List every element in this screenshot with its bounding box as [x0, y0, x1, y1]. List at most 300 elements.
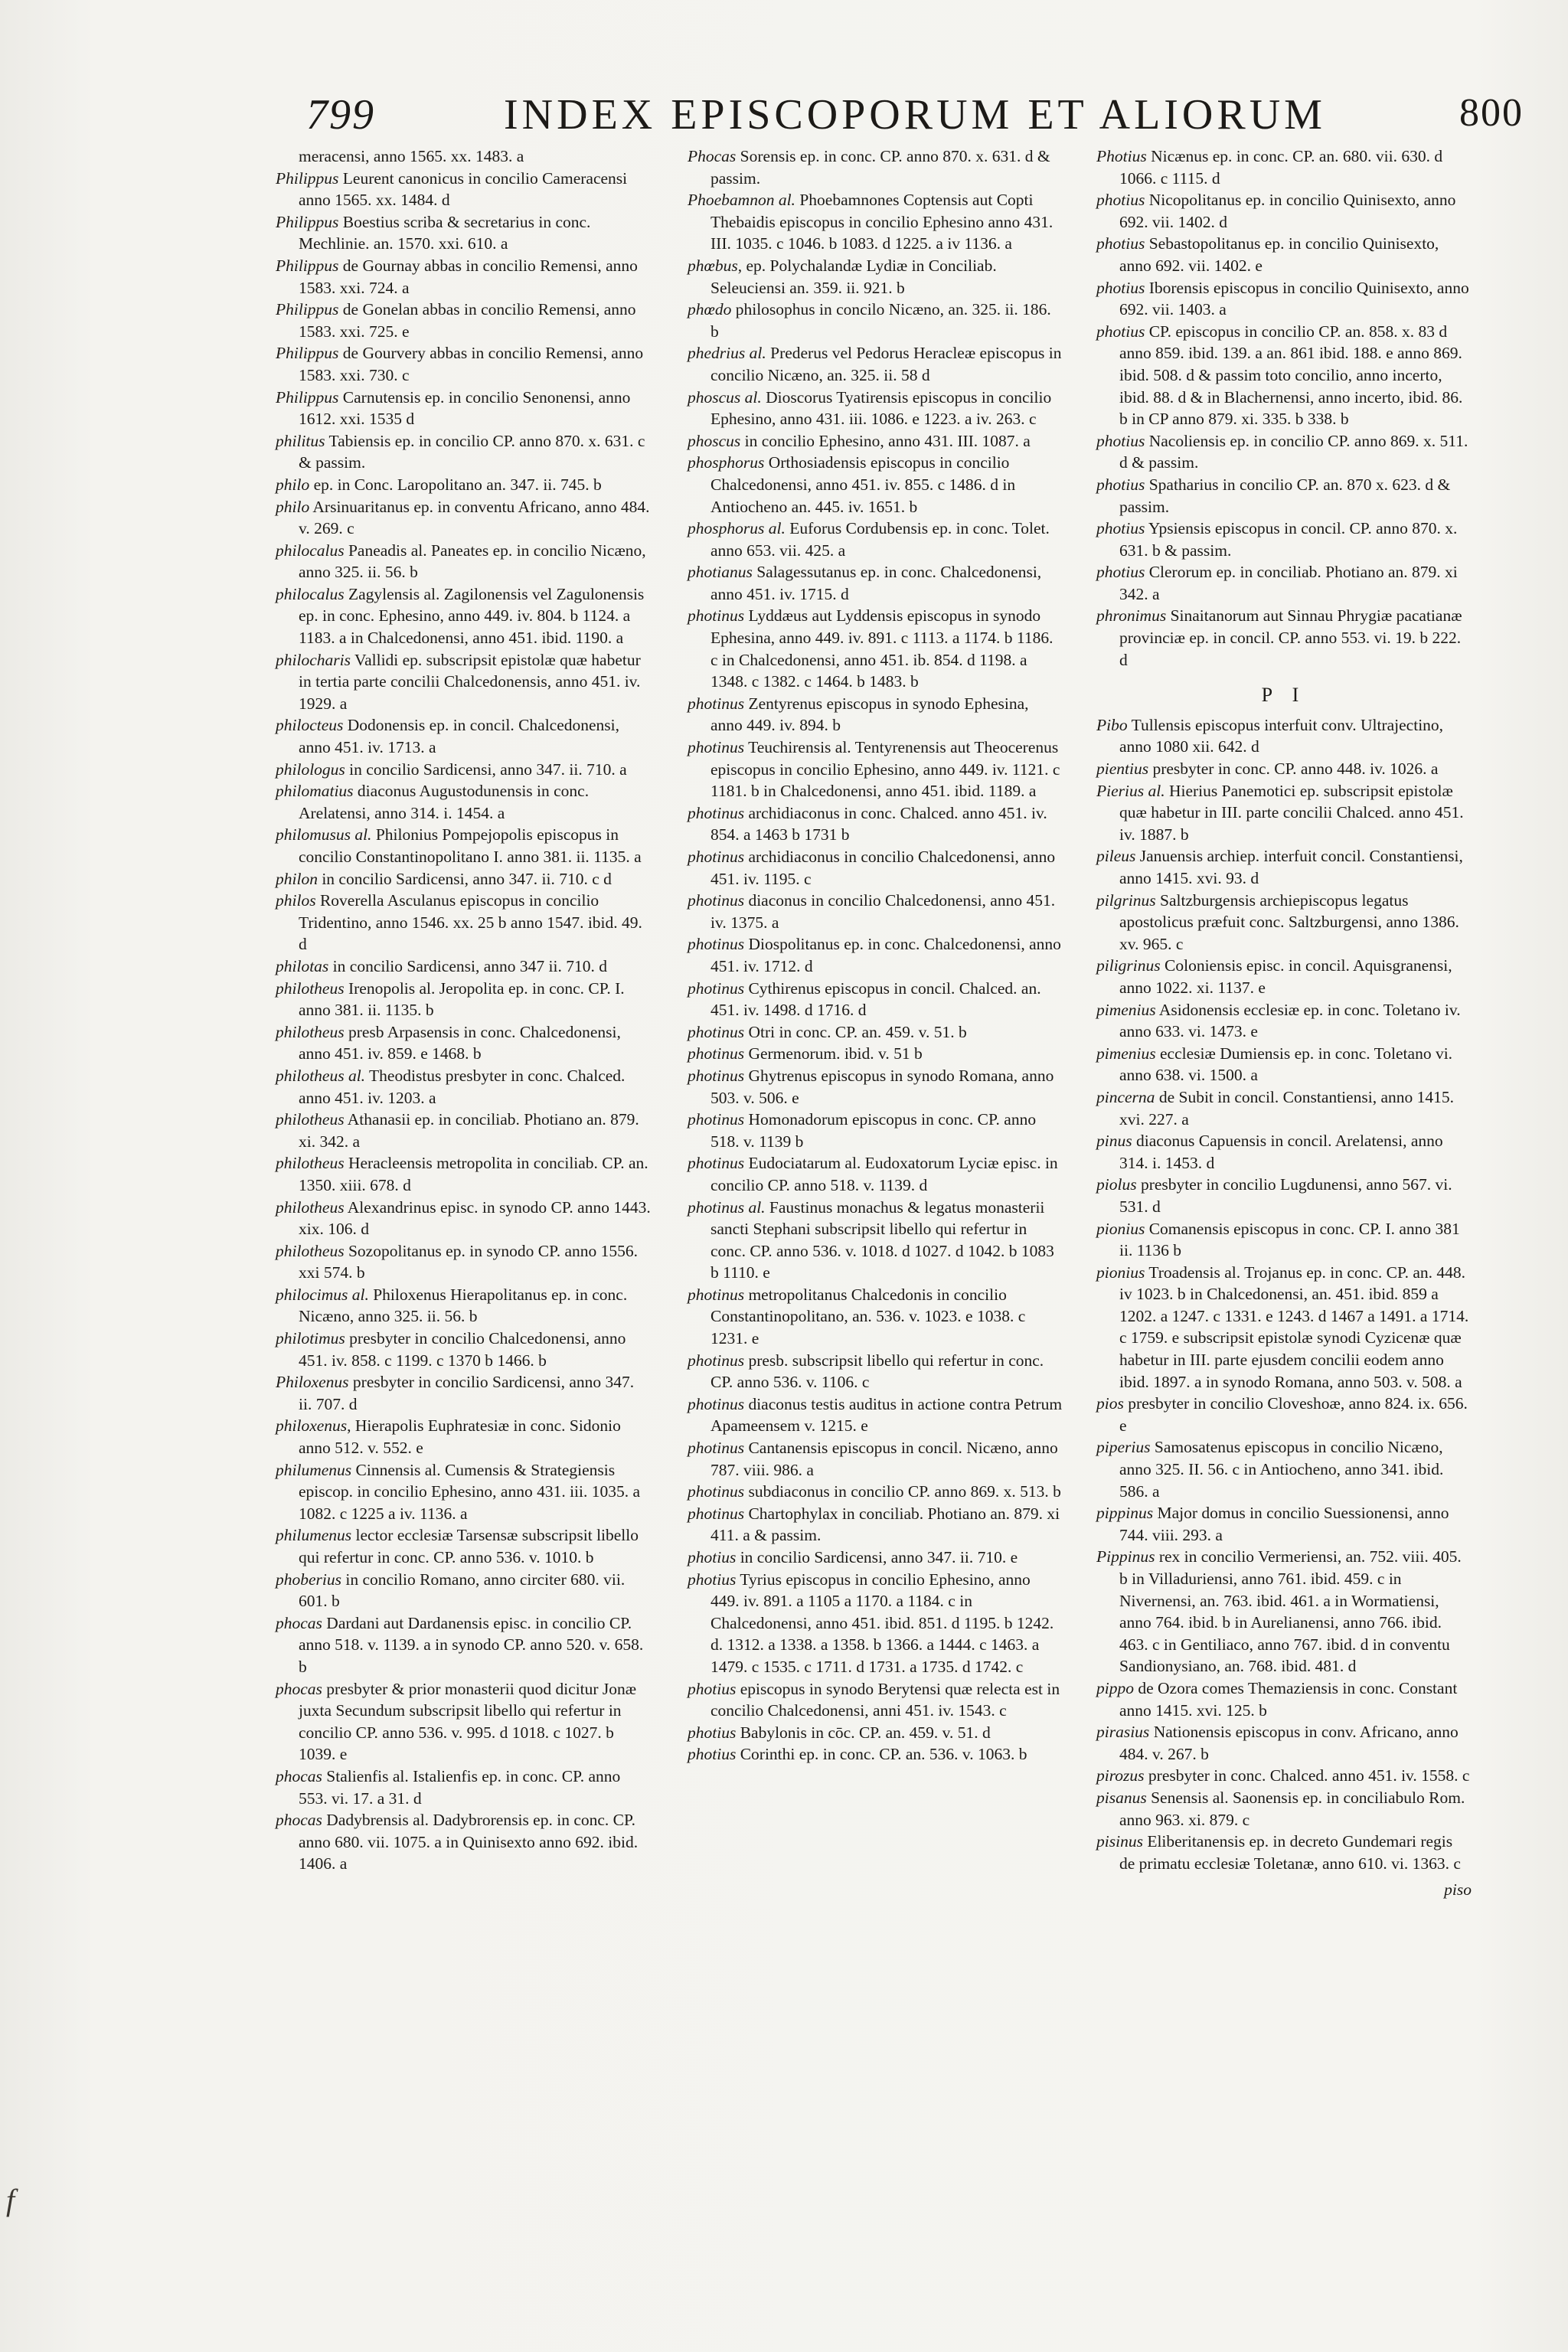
index-entry [688, 452, 1063, 518]
entry-text: Senensis al. Saonensis ep. in conciliabulo Rom. anno 963. xi. 879. c [1119, 1788, 1465, 1829]
entry-headword: pimenius [1096, 1044, 1156, 1063]
entry-text: Troadensis al. Trojanus ep. in conc. CP. an. 448. iv 1023. b in Chalcedonensi, an. 451. ibid. 859 a 1202. a 1247. c 1331. e 1243. d 1467 a 1491. a 1714. c 1759. e subscripsit epistolæ synodi Cyzicenæ quæ habetur in III. parte ejusdem concilii eodem anno ibid. 1897. a in synodo Romana, anno 503. v. 508. a [1119, 1263, 1469, 1391]
index-entry [688, 802, 1063, 846]
index-entry [688, 1109, 1063, 1152]
index-entry [276, 474, 651, 496]
index-entry [276, 824, 651, 867]
index-entry [688, 1437, 1063, 1481]
index-entry [276, 583, 651, 649]
entry-headword: photinus [688, 738, 745, 757]
index-entry [688, 1021, 1063, 1044]
entry-text: Asidonensis ecclesiæ ep. in conc. Toletano iv. anno 633. vi. 1473. e [1119, 1000, 1461, 1041]
entry-headword: photinus [688, 891, 745, 910]
entry-headword: Pibo [1096, 715, 1128, 734]
entry-headword: Pierius al. [1096, 781, 1165, 800]
entry-text: Ghytrenus episcopus in synodo Romana, anno 503. v. 506. e [710, 1066, 1054, 1107]
index-entry [688, 1481, 1063, 1503]
entry-headword: Philippus [276, 300, 339, 319]
entry-text: Saltzburgensis archiepiscopus legatus apostolicus præfuit conc. Saltzburgensi, anno 1386. xv. 965. c [1119, 890, 1459, 953]
entry-headword: pippo [1096, 1678, 1134, 1697]
entry-text: Tabiensis ep. in concilio CP. anno 870. x. 631. c & passim. [299, 431, 645, 472]
entry-text: Leurent canonicus in concilio Cameracensi anno 1565. xx. 1484. d [299, 168, 628, 210]
section-heading-pi: P I [1261, 684, 1307, 707]
index-entry [1096, 321, 1472, 430]
index-entry [688, 1678, 1063, 1722]
index-column-3 [1096, 145, 1472, 1901]
index-entry [688, 1350, 1063, 1393]
entry-text: Iborensis episcopus in concilio Quinisexto, anno 692. vii. 1403. a [1119, 278, 1469, 319]
index-entry [276, 299, 651, 342]
entry-headword: philumenus [276, 1460, 352, 1479]
entry-text: Prederus vel Pedorus Heracleæ episcopus in concilio Nicæno, an. 325. ii. 58 d [710, 344, 1062, 384]
index-entry [1096, 145, 1472, 189]
entry-headword: pisinus [1096, 1832, 1143, 1851]
entry-headword: pincerna [1096, 1087, 1155, 1106]
entry-headword: philotheus [276, 1197, 345, 1217]
entry-text: Nicænus ep. in conc. CP. an. 680. vii. 630. d 1066. c 1115. d [1119, 147, 1443, 188]
entry-headword: Phoebamnon al. [688, 191, 795, 210]
entry-headword: phocas [276, 1613, 322, 1632]
entry-text: presbyter in conc. CP. anno 448. iv. 1026. a [1148, 760, 1439, 779]
entry-headword: philo [276, 497, 310, 516]
entry-text: Ypsiensis episcopus in concil. CP. anno 870. x. 631. b & passim. [1119, 519, 1458, 560]
entry-text: Philoxenus Hierapolitanus ep. in conc. Nicæno, anno 325. ii. 56. b [299, 1285, 628, 1326]
entry-headword: philoxenus [276, 1416, 348, 1436]
entry-headword: phocas [276, 1766, 322, 1785]
entry-text: Vallidi ep. subscripsit epistolæ quæ habetur in tertia parte concilii Chalcedonensis, anno 451. iv. 1929. a [299, 650, 641, 713]
entry-text: de Gournay abbas in concilio Remensi, anno 1583. xxi. 724. a [299, 256, 638, 297]
entry-text: in concilio Romano, anno circiter 680. vii. 601. b [299, 1570, 626, 1611]
entry-text: Boestius scriba & secretarius in conc. Mechlinie. an. 1570. xxi. 610. a [299, 212, 591, 253]
entry-headword: photinus [688, 1351, 745, 1370]
entry-headword: pilgrinus [1096, 890, 1156, 910]
entry-headword: phocas [276, 1679, 322, 1698]
entry-headword: photinus al. [688, 1197, 766, 1217]
index-entry [1096, 1393, 1472, 1436]
entry-text: ep. in Conc. Laropolitano an. 347. ii. 745. b [309, 475, 602, 494]
index-entry [1096, 1130, 1472, 1174]
index-entry [276, 1109, 651, 1152]
entry-text: Dadybrensis al. Dadybrorensis ep. in conc. CP. anno 680. vii. 1075. a in Quinisexto anno 692. ibid. 1406. a [299, 1811, 639, 1873]
index-entry [688, 1569, 1063, 1678]
entry-text: de Subit in concil. Constantiensi, anno 1415. xvi. 227. a [1119, 1087, 1454, 1129]
entry-text: episcopus in synodo Berytensi quæ relecta est in concilio Chalcedonensi, anni 451. iv. 1543. c [710, 1679, 1060, 1720]
entry-text: de Gourvery abbas in concilio Remensi, anno 1583. xxi. 730. c [299, 344, 644, 384]
entry-headword: photius [1096, 322, 1145, 341]
index-entry [276, 1678, 651, 1766]
running-header [306, 90, 1524, 152]
index-entry [1096, 1502, 1472, 1546]
entry-text: in concilio Sardicensi, anno 347. ii. 710. c d [317, 869, 612, 888]
index-entry [1096, 845, 1472, 889]
entry-headword: pisanus [1096, 1788, 1147, 1807]
index-entry [1096, 999, 1472, 1043]
entry-text: Spatharius in concilio CP. an. 870 x. 623. d & passim. [1119, 475, 1451, 516]
index-entry [688, 1547, 1063, 1569]
entry-text: Carnutensis ep. in concilio Senonensi, anno 1612. xxi. 1535 d [299, 387, 631, 429]
entry-text: de Gonelan abbas in concilio Remensi, anno 1583. xxi. 725. e [299, 300, 636, 341]
entry-text: Lyddæus aut Lyddensis episcopus in synodo Ephesina, anno 449. iv. 891. c 1113. a 1174. b 1186. c in Chalcedonensi, anno 451. ib. 854. d 1198. a 1348. c 1382. c 1464. b 1483. b [710, 606, 1054, 691]
entry-headword: philotas [276, 956, 329, 975]
index-entry [1096, 561, 1472, 605]
index-entry [1096, 1086, 1472, 1130]
entry-headword: photius [688, 1548, 737, 1566]
index-entry [688, 978, 1063, 1021]
index-entry [1096, 1043, 1472, 1086]
entry-text: presb Arpasensis in conc. Chalcedonensi, anno 451. iv. 859. e 1468. b [299, 1022, 621, 1063]
index-entry [1096, 1831, 1472, 1874]
index-entry [1096, 1174, 1472, 1217]
entry-headword: philon [276, 869, 318, 888]
index-entry [276, 978, 651, 1021]
entry-text: Germenorum. ibid. v. 51 b [744, 1044, 923, 1063]
index-entry [688, 693, 1063, 737]
entry-text: Teuchirensis al. Tentyrenensis aut Theocerenus episcopus in concilio Ephesino, anno 449. iv. 1121. c 1181. b in Chalcedonensi, anno 451. ibid. 1189. a [710, 738, 1060, 801]
entry-text: Tullensis episcopus interfuit conv. Ultrajectino, anno 1080 xii. 642. d [1119, 715, 1444, 756]
entry-headword: philitus [276, 431, 325, 450]
index-column-1 [276, 145, 651, 1875]
entry-text: diaconus testis auditus in actione contra Petrum Apameensem v. 1215. e [710, 1394, 1063, 1436]
entry-headword: photius [688, 1745, 737, 1764]
entry-headword: phœdo [688, 300, 732, 319]
entry-text: Zentyrenus episcopus in synodo Ephesina, anno 449. iv. 894. b [710, 694, 1029, 735]
index-entry [276, 649, 651, 715]
entry-headword: photinus [688, 1504, 745, 1523]
entry-headword: phoscus [688, 431, 741, 450]
entry-text: Dardani aut Dardanensis episc. in concilio CP. anno 518. v. 1139. a in synodo CP. anno 520. v. 658. b [299, 1613, 644, 1676]
entry-text: Faustinus monachus & legatus monasterii sancti Stephani subscripsit libello qui refertur in conc. CP. anno 536. v. 1018. d 1027. d 1042. b 1083 b 1110. e [710, 1197, 1054, 1282]
index-entry [688, 145, 1063, 189]
margin-mark: f [6, 2183, 15, 2217]
entry-text: Phoebamnones Coptensis aut Copti Thebaidis episcopus in concilio Ephesino anno 431. III. 1035. c 1046. b 1083. d 1225. a iv 1136. a [710, 191, 1054, 253]
index-entry [1096, 605, 1472, 671]
entry-text: CP. episcopus in concilio CP. an. 858. x. 83 d anno 859. ibid. 139. a an. 861 ibid. 188. e anno 869. ibid. 508. d & passim toto concilio, anno incerto, ibid. 88. d & in Blachernensi, anno incerto, ibid. 86. b in CP anno 879. xi. 335. b 338. b [1119, 322, 1463, 429]
entry-headword: photius [1096, 519, 1145, 538]
entry-text: Salagessutanus ep. in conc. Chalcedonensi, anno 451. iv. 1715. d [710, 563, 1042, 603]
entry-headword: philotheus [276, 1022, 345, 1041]
entry-text: Sozopolitanus ep. in synodo CP. anno 1556. xxi 574. b [299, 1241, 639, 1282]
entry-headword: pios [1096, 1394, 1124, 1413]
index-entry [276, 1766, 651, 1809]
entry-text: lector ecclesiæ Tarsensæ subscripsit libello qui refertur in conc. CP. anno 536. v. 1010. b [299, 1526, 639, 1566]
entry-headword: photinus [688, 1439, 745, 1458]
entry-text: Cinnensis al. Cumensis & Strategiensis episcop. in concilio Ephesino, anno 431. iii. 1035. a 1082. c 1225 a iv. 1136. a [299, 1460, 641, 1523]
entry-headword: photinus [688, 1066, 745, 1085]
entry-headword: phosphorus al. [688, 519, 786, 538]
entry-headword: philocharis [276, 650, 351, 669]
index-entry [688, 1743, 1063, 1766]
index-entry [688, 342, 1063, 386]
entry-text: diaconus Augustodunensis in conc. Arelatensi, anno 314. i. 1454. a [299, 782, 590, 822]
index-entry [688, 605, 1063, 692]
entry-text: Eudociatarum al. Eudoxatorum Lyciæ episc. in concilio CP. anno 518. v. 1139. d [710, 1154, 1058, 1194]
entry-text: presbyter in concilio Cloveshoæ, anno 824. ix. 656. e [1119, 1394, 1468, 1435]
entry-text: subdiaconus in concilio CP. anno 869. x. 513. b [744, 1482, 1061, 1501]
index-entry [688, 1722, 1063, 1744]
index-entry [1096, 474, 1472, 518]
entry-headword: photius [1096, 191, 1145, 210]
index-entry [276, 1152, 651, 1196]
entry-text: Sorensis ep. in conc. CP. anno 870. x. 631. d & passim. [710, 147, 1050, 188]
index-entry [276, 387, 651, 430]
entry-text: Cantanensis episcopus in concil. Nicæno, anno 787. viii. 986. a [710, 1439, 1058, 1479]
entry-headword: philocteus [276, 716, 344, 735]
entry-text: Philonius Pompejopolis episcopus in concilio Constantinopolitano I. anno 381. ii. 1135. a [299, 825, 642, 866]
entry-headword: philologus [276, 760, 345, 779]
entry-text: in concilio Ephesino, anno 431. III. 1087. a [740, 431, 1031, 450]
index-entry [688, 1197, 1063, 1284]
index-entry [1096, 714, 1472, 758]
entry-headword: philocimus al. [276, 1285, 369, 1304]
entry-text: in concilio Sardicensi, anno 347. ii. 710. e [736, 1548, 1018, 1566]
index-entry [688, 1152, 1063, 1196]
entry-text: meracensi, anno 1565. xx. 1483. a [299, 147, 524, 165]
index-entry [276, 211, 651, 255]
page-number-left: 799 [306, 91, 375, 139]
entry-text: Zagylensis al. Zagilonensis vel Zagulonensis ep. in conc. Ephesino, anno 449. iv. 804. b 1124. a 1183. a in Chalcedonensi, anno 451. ibid. 1190. a [299, 584, 645, 648]
index-entry [276, 1371, 651, 1415]
index-entry [1096, 758, 1472, 780]
entry-text: Nacoliensis ep. in concilio CP. anno 869. x. 511. d & passim. [1119, 431, 1468, 472]
entry-text: Euforus Cordubensis ep. in conc. Tolet. anno 653. vii. 425. a [710, 519, 1050, 560]
entry-text: Corinthi ep. in conc. CP. an. 536. v. 1063. b [736, 1745, 1027, 1764]
entry-headword: photinus [688, 1285, 745, 1304]
index-entry [1096, 1677, 1472, 1721]
entry-headword: philocalus [276, 541, 345, 560]
entry-headword: photinus [688, 803, 745, 822]
index-entry [688, 518, 1063, 561]
entry-headword: philotheus [276, 1110, 345, 1129]
index-column-3-part-b [1096, 714, 1472, 1874]
entry-headword: pinus [1096, 1132, 1132, 1151]
entry-headword: photius [688, 1570, 737, 1589]
entry-headword: photinus [688, 848, 745, 866]
index-entry [1096, 518, 1472, 561]
entry-text: Dodonensis ep. in concil. Chalcedonensi, anno 451. iv. 1713. a [299, 716, 620, 757]
entry-headword: photinus [688, 935, 745, 954]
index-entry [688, 1065, 1063, 1109]
entry-headword: phronimus [1096, 606, 1167, 626]
index-entry [276, 540, 651, 583]
index-entry [276, 1065, 651, 1109]
entry-headword: piperius [1096, 1438, 1151, 1457]
entry-headword: pirozus [1096, 1766, 1145, 1785]
index-entry [276, 759, 651, 781]
index-entry [276, 430, 651, 474]
entry-text: Coloniensis episc. in concil. Aquisgranensi, anno 1022. xi. 1137. e [1119, 956, 1452, 997]
index-entry [276, 1569, 651, 1612]
entry-headword: photinus [688, 1394, 745, 1413]
entry-headword: pientius [1096, 760, 1149, 779]
index-entry [1096, 1721, 1472, 1765]
index-entry [688, 387, 1063, 430]
entry-headword: pileus [1096, 847, 1136, 866]
entry-headword: Philippus [276, 387, 339, 407]
index-entry [1096, 1262, 1472, 1393]
entry-text: Stalienfis al. Istalienfis ep. in conc. CP. anno 553. vi. 17. a 31. d [299, 1766, 621, 1808]
entry-headword: photius [1096, 431, 1145, 450]
index-column-3-part-a [1096, 145, 1472, 671]
entry-text: in concilio Sardicensi, anno 347 ii. 710. d [328, 956, 607, 975]
entry-headword: piolus [1096, 1175, 1137, 1194]
index-entry [276, 1328, 651, 1371]
index-entry [1096, 430, 1472, 474]
entry-headword: photius [1096, 563, 1145, 582]
index-entry [688, 430, 1063, 452]
entry-text: Nationensis episcopus in conv. Africano, anno 484. v. 267. b [1119, 1723, 1459, 1763]
index-entry [688, 561, 1063, 605]
index-entry [276, 1197, 651, 1240]
entry-text: presbyter in concilio Sardicensi, anno 347. ii. 707. d [299, 1373, 635, 1413]
index-entry [276, 168, 651, 211]
entry-text: Chartophylax in conciliab. Photiano an. 879. xi 411. a & passim. [710, 1504, 1060, 1545]
entry-text: Tyrius episcopus in concilio Ephesino, anno 449. iv. 891. a 1105 a 1170. a 1184. c in Chalcedonensi, anno 451. ibid. 851. d 1195. b 1242. d. 1312. a 1338. a 1358. b 1366. a 1444. c 1463. a 1479. c 1535. c 1711. d 1731. a 1735. d 1742. c [710, 1570, 1054, 1676]
index-entry [1096, 1787, 1472, 1831]
index-entry [276, 255, 651, 299]
entry-headword: Philippus [276, 256, 339, 275]
entry-text: Eliberitanensis ep. in decreto Gundemari regis de primatu ecclesiæ Toletanæ, anno 610. vi. 1363. c [1119, 1832, 1461, 1873]
entry-headword: phosphorus [688, 453, 765, 472]
entry-text: Sinaitanorum aut Sinnau Phrygiæ pacatianæ provinciæ ep. in concil. CP. anno 553. vi. 19. b 222. d [1119, 606, 1462, 669]
entry-headword: photius [1096, 475, 1145, 494]
entry-text: Sebastopolitanus ep. in concilio Quinisexto, anno 692. vii. 1402. e [1119, 234, 1439, 275]
index-entry [1096, 189, 1472, 233]
index-entry [1096, 955, 1472, 998]
entry-headword: phœbus [688, 256, 738, 275]
entry-headword: photianus [688, 563, 753, 582]
entry-text: Januensis archiep. interfuit concil. Constantiensi, anno 1415. xvi. 93. d [1119, 847, 1463, 887]
entry-headword: Philippus [276, 168, 339, 188]
entry-headword: photinus [688, 1110, 745, 1129]
entry-text: Paneadis al. Paneates ep. in concilio Nicæno, anno 325. ii. 56. b [299, 541, 646, 582]
index-column-2 [688, 145, 1063, 1766]
entry-text: presbyter in conc. Chalced. anno 451. iv. 1558. c [1144, 1766, 1470, 1785]
index-entry [688, 189, 1063, 255]
entry-headword: pionius [1096, 1219, 1145, 1238]
entry-headword: photinus [688, 1154, 745, 1173]
index-entry [1096, 1546, 1472, 1677]
entry-text: Homonadorum episcopus in conc. CP. anno 518. v. 1139 b [710, 1110, 1037, 1151]
entry-headword: pimenius [1096, 1000, 1156, 1019]
index-entry [276, 714, 651, 758]
index-entry [1096, 890, 1472, 956]
entry-text: ecclesiæ Dumiensis ep. in conc. Toletano vi. anno 638. vi. 1500. a [1119, 1044, 1453, 1085]
index-entry [688, 299, 1063, 342]
entry-headword: philocalus [276, 584, 345, 603]
index-entry [1096, 780, 1472, 846]
entry-text: Clerorum ep. in conciliab. Photiano an. 879. xi 342. a [1119, 563, 1458, 603]
entry-text: Athanasii ep. in conciliab. Photiano an. 879. xi. 342. a [299, 1110, 639, 1151]
entry-headword: philotheus al. [276, 1066, 366, 1085]
entry-text: Comanensis episcopus in conc. CP. I. anno 381 ii. 1136 b [1119, 1219, 1460, 1260]
index-entry [688, 1393, 1063, 1437]
entry-headword: philumenus [276, 1526, 352, 1545]
entry-text: presbyter in concilio Lugdunensi, anno 567. vi. 531. d [1119, 1175, 1452, 1216]
index-entry [276, 1240, 651, 1284]
entry-headword: Philoxenus [276, 1373, 349, 1392]
index-entry [276, 496, 651, 540]
entry-headword: phoscus al. [688, 387, 762, 407]
entry-text: Alexandrinus episc. in synodo CP. anno 1443. xix. 106. d [299, 1197, 651, 1239]
entry-headword: pippinus [1096, 1504, 1154, 1523]
index-entry [276, 1524, 651, 1568]
index-entry [276, 1809, 651, 1875]
index-entry [276, 1284, 651, 1328]
entry-headword: philotheus [276, 1241, 345, 1260]
entry-text: presbyter in concilio Chalcedonensi, anno 451. iv. 858. c 1199. c 1370 b 1466. b [299, 1329, 626, 1370]
entry-headword: philotheus [276, 1154, 345, 1173]
index-entry [1096, 1436, 1472, 1502]
index-entry [1096, 277, 1472, 321]
index-entry [688, 933, 1063, 977]
index-entry [276, 890, 651, 956]
entry-headword: Photius [1096, 147, 1147, 165]
entry-text: Babylonis in cōc. CP. an. 459. v. 51. d [736, 1723, 991, 1742]
index-entry [1096, 233, 1472, 276]
entry-text: Dioscorus Tyatirensis episcopus in concilio Ephesino, anno 431. iii. 1086. e 1223. a iv. 263. c [710, 387, 1052, 429]
index-entry [276, 1612, 651, 1678]
entry-text: philosophus in concilo Nicæno, an. 325. ii. 186. b [710, 300, 1051, 341]
entry-text: Arsinuaritanus ep. in conventu Africano, anno 484. v. 269. c [299, 497, 650, 538]
entry-headword: philomatius [276, 782, 354, 801]
entry-text: presbyter & prior monasterii quod dicitur Jonæ juxta Secundum subscripsit libello qui refertur in concilio CP. anno 536. v. 995. d 1018. c 1027. b 1039. e [299, 1679, 637, 1764]
entry-headword: phocas [276, 1811, 322, 1830]
entry-text: Theodistus presbyter in conc. Chalced. anno 451. iv. 1203. a [299, 1066, 626, 1107]
index-entry [276, 1415, 651, 1459]
entry-headword: photius [688, 1723, 737, 1742]
entry-text: Orthosiadensis episcopus in concilio Chalcedonensi, anno 451. iv. 855. c 1486. d in Antiocheno an. 445. iv. 1651. b [710, 453, 1016, 516]
entry-headword: philo [276, 475, 310, 494]
entry-headword: photinus [688, 1022, 745, 1041]
entry-headword: photius [688, 1679, 737, 1698]
entry-headword: pirasius [1096, 1723, 1150, 1742]
entry-headword: philos [276, 891, 316, 910]
entry-text: Hierius Panemotici ep. subscripsit epistolæ quæ habetur in III. parte concilii Chalced. anno 451. iv. 1887. b [1119, 781, 1464, 844]
entry-headword: Pippinus [1096, 1547, 1155, 1566]
entry-headword: Philippus [276, 212, 339, 231]
entry-headword: photius [1096, 234, 1145, 253]
index-entry [688, 846, 1063, 890]
index-entry [688, 1284, 1063, 1350]
index-entry [688, 255, 1063, 299]
page-number-right: 800 [1459, 91, 1524, 135]
entry-headword: photinus [688, 1044, 745, 1063]
index-entry [276, 780, 651, 824]
entry-text: Otri in conc. CP. an. 459. v. 51. b [744, 1022, 967, 1041]
entry-text: de Ozora comes Themaziensis in conc. Constant anno 1415. xvi. 125. b [1119, 1678, 1458, 1720]
entry-headword: piligrinus [1096, 956, 1161, 975]
index-entry [688, 890, 1063, 933]
entry-text: Heracleensis metropolita in conciliab. CP. an. 1350. xiii. 678. d [299, 1154, 648, 1194]
entry-text: Diospolitanus ep. in conc. Chalcedonensi, anno 451. iv. 1712. d [710, 935, 1061, 975]
catchword: piso [1444, 1880, 1472, 1900]
index-entry [688, 1503, 1063, 1547]
index-entry [276, 342, 651, 386]
entry-text: archidiaconus in concilio Chalcedonensi, anno 451. iv. 1195. c [710, 848, 1056, 888]
entry-headword: photinus [688, 694, 745, 713]
index-entry [276, 1021, 651, 1065]
entry-headword: philotheus [276, 978, 345, 998]
entry-headword: Phocas [688, 147, 737, 165]
page-title: INDEX EPISCOPORUM ET ALIORUM [504, 91, 1326, 139]
entry-text: Nicopolitanus ep. in concilio Quinisexto, anno 692. vii. 1402. d [1119, 191, 1456, 231]
index-entry [276, 956, 651, 978]
entry-text: Roverella Asculanus episcopus in concilio Tridentino, anno 1546. xx. 25 b anno 1547. ibid. 49. d [299, 891, 642, 954]
index-entry [1096, 1765, 1472, 1787]
entry-text: Cythirenus episcopus in concil. Chalced. an. 451. iv. 1498. d 1716. d [710, 978, 1041, 1020]
entry-text: diaconus in concilio Chalcedonensi, anno 451. iv. 1375. a [710, 891, 1056, 932]
entry-headword: pionius [1096, 1263, 1145, 1282]
